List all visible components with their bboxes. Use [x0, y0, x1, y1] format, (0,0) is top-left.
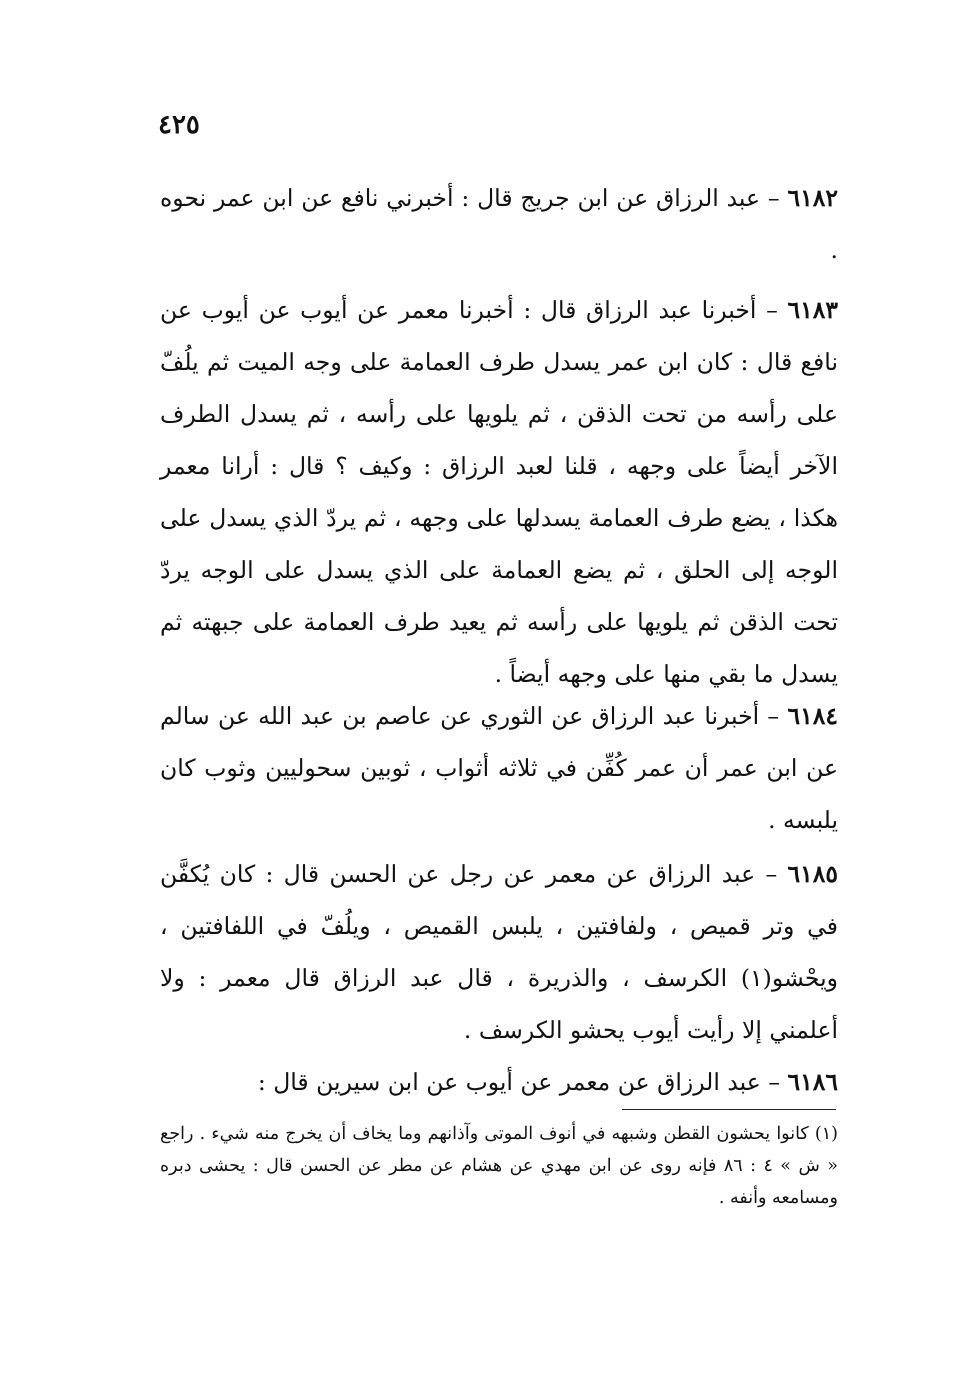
hadith-text: – أخبرنا عبد الرزاق عن الثوري عن عاصم بن عبد الله عن سالم عن ابن عمر أن عمر كُفِّن في ثلاثه أثواب ، ثوبين سحوليين وثوب كان يلبسه .: [160, 702, 838, 834]
footnote-divider: [622, 1109, 836, 1110]
hadith-text: – عبد الرزاق عن معمر عن رجل عن الحسن قال : كان يُكفَّن في وتر قميص ، ولفافتين ، يلبس القميص ، ويلُفّ في اللفافتين ، ويحْشو(١) الكرسف ، والذريرة ، قال عبد الرزاق قال معمر : ولا أعلمني إلا رأيت أيوب يحشو الكرسف .: [160, 860, 838, 1044]
hadith-text: – عبد الرزاق عن ابن جريج قال : أخبرني نافع عن ابن عمر نحوه .: [160, 184, 838, 264]
hadith-entry-6183: [160, 284, 838, 700]
hadith-number: ٦١٨٢: [787, 184, 838, 212]
hadith-text: – أخبرنا عبد الرزاق قال : أخبرنا معمر عن أيوب عن أيوب عن نافع قال : كان ابن عمر يسدل طرف العمامة على وجه الميت ثم يلُفّ على رأسه من تحت الذقن ، ثم يلويها على رأسه ، ثم يسدل الطرف الآخر أيضاً على وجهه ، قلنا لعبد الرزاق : وكيف ؟ قال : أرانا معمر هكذا ، يضع طرف العمامة يسدلها على وجهه ، ثم يردّ الذي يسدل على الوجه إلى الحلق ، ثم يضع العمامة على الذي يسدل على الوجه يردّ تحت الذقن ثم يلويها على رأسه ثم يعيد طرف العمامة على جبهته ثم يسدل ما بقي منها على وجهه أيضاً .: [160, 296, 838, 688]
footnote: (١) كانوا يحشون القطن وشبهه في أنوف الموتى وآذانهم وما يخاف أن يخرج منه شيء . راجع « ش » ٤ : ٨٦ فإنه روى عن ابن مهدي عن هشام عن مطر عن الحسن قال : يحشى دبره ومسامعه وأنفه .: [160, 1124, 838, 1208]
hadith-number: ٦١٨٣: [787, 296, 838, 324]
hadith-entry-6182: [160, 172, 838, 276]
hadith-entry-6186: [160, 1056, 838, 1108]
hadith-number: ٦١٨٦: [787, 1068, 838, 1096]
page-number: ٤٢٥: [158, 110, 200, 140]
hadith-number: ٦١٨٥: [787, 860, 838, 888]
hadith-number: ٦١٨٤: [787, 702, 838, 730]
hadith-text: – عبد الرزاق عن معمر عن أيوب عن ابن سيرين قال :: [257, 1068, 781, 1096]
hadith-entry-6185: [160, 848, 838, 1056]
hadith-entry-6184: [160, 690, 838, 846]
